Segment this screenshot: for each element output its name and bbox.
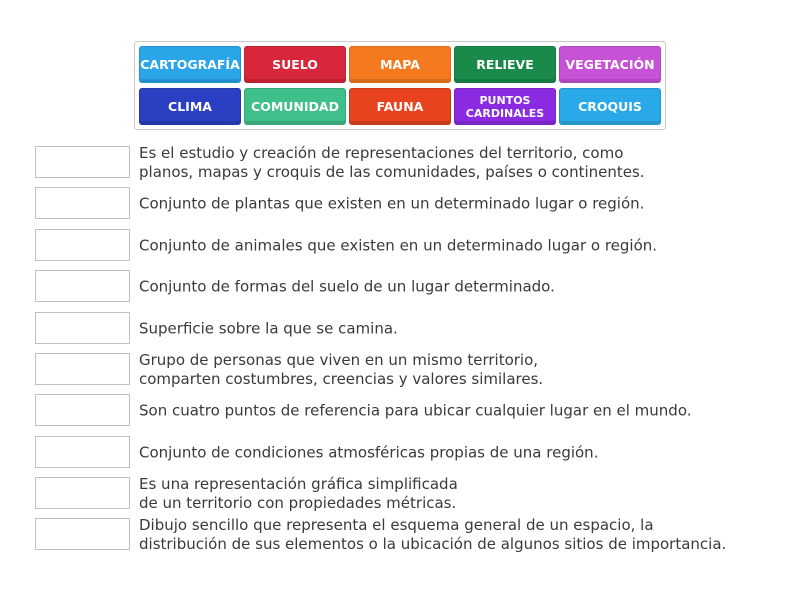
definition-row: [35, 394, 795, 427]
drop-slot[interactable]: [35, 187, 130, 219]
definition-text: Es el estudio y creación de representaciones del territorio, como planos, mapas y croquis de las comunidades, países o continentes.: [139, 143, 645, 181]
tile-suelo[interactable]: SUELO: [244, 46, 346, 83]
definition-row: [35, 350, 795, 388]
drop-slot[interactable]: [35, 146, 130, 178]
tile-relieve[interactable]: RELIEVE: [454, 46, 556, 83]
word-bank: [134, 41, 666, 130]
tile-cartografia[interactable]: CARTOGRAFÍA: [139, 46, 241, 83]
tile-fauna[interactable]: FAUNA: [349, 88, 451, 125]
definition-row: [35, 474, 795, 512]
tile-croquis[interactable]: CROQUIS: [559, 88, 661, 125]
definition-text: Son cuatro puntos de referencia para ubicar cualquier lugar en el mundo.: [139, 401, 692, 419]
drop-slot[interactable]: [35, 270, 130, 302]
definition-row: [35, 436, 795, 469]
definition-row: [35, 187, 795, 220]
drop-slot[interactable]: [35, 477, 130, 509]
tile-comunidad[interactable]: COMUNIDAD: [244, 88, 346, 125]
drop-slot[interactable]: [35, 353, 130, 385]
definition-text: Conjunto de condiciones atmosféricas propias de una región.: [139, 443, 599, 461]
drop-slot[interactable]: [35, 436, 130, 468]
definition-row: [35, 270, 795, 303]
definition-text: Dibujo sencillo que representa el esquema general de un espacio, la distribución de sus elementos o la ubicación de algunos sitios de importancia.: [139, 515, 727, 553]
drop-slot[interactable]: [35, 229, 130, 261]
definition-text: Superficie sobre la que se camina.: [139, 319, 398, 337]
definition-text: Conjunto de animales que existen en un determinado lugar o región.: [139, 236, 658, 254]
tile-puntos-cardinales[interactable]: PUNTOS CARDINALES: [454, 88, 556, 125]
definition-row: [35, 515, 795, 553]
definition-row: [35, 143, 795, 181]
drop-slot[interactable]: [35, 394, 130, 426]
definition-row: [35, 312, 795, 345]
definition-text: Conjunto de plantas que existen en un determinado lugar o región.: [139, 194, 645, 212]
definition-text: Es una representación gráfica simplificada de un territorio con propiedades métricas.: [139, 474, 458, 512]
tile-mapa[interactable]: MAPA: [349, 46, 451, 83]
drop-slot[interactable]: [35, 312, 130, 344]
definition-text: Conjunto de formas del suelo de un lugar determinado.: [139, 277, 555, 295]
definition-text: Grupo de personas que viven en un mismo territorio, comparten costumbres, creencias y valores similares.: [139, 350, 544, 388]
drop-slot[interactable]: [35, 518, 130, 550]
tile-vegetacion[interactable]: VEGETACIÓN: [559, 46, 661, 83]
definition-row: [35, 229, 795, 262]
tile-clima[interactable]: CLIMA: [139, 88, 241, 125]
